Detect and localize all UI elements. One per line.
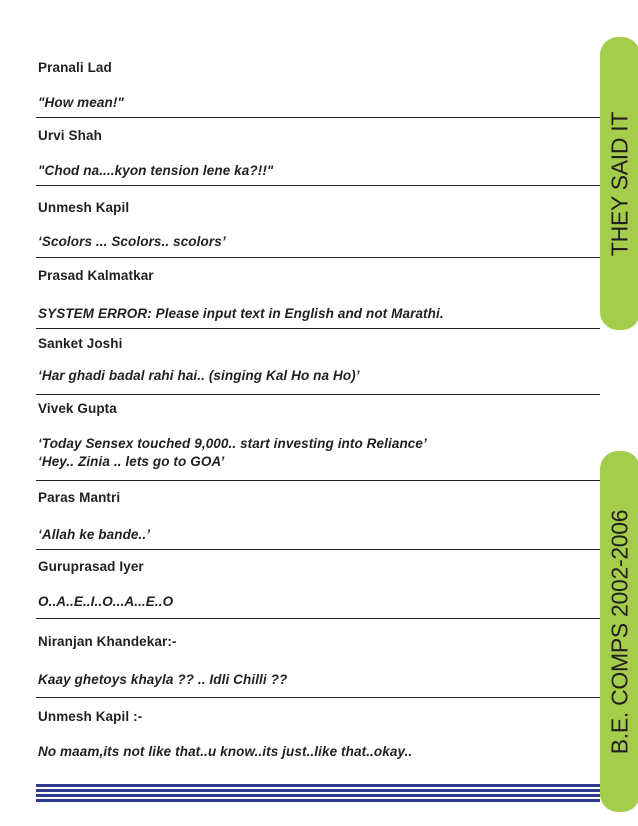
entry-name: Unmesh Kapil [38, 200, 130, 215]
entry-quote: No maam,its not like that..u know..its just..like that..okay.. [38, 744, 413, 759]
entry-divider [36, 117, 600, 118]
entry-divider [36, 697, 600, 698]
entry-quote: SYSTEM ERROR: Please input text in English and not Marathi. [38, 306, 444, 321]
entry-quote: "Chod na....kyon tension lene ka?!!" [38, 163, 274, 178]
entry-divider [36, 257, 600, 258]
entry-quote: "How mean!" [38, 95, 124, 110]
entry-name: Unmesh Kapil :- [38, 709, 143, 724]
side-tab-title: THEY SAID IT [606, 111, 633, 256]
entry-quote: ‘Allah ke bande..’ [38, 527, 151, 542]
entry-name: Niranjan Khandekar:- [38, 634, 177, 649]
entry-quote-line-2: ‘Hey.. Zinia .. lets go to GOA’ [38, 454, 225, 469]
entry-name: Paras Mantri [38, 490, 121, 505]
entry-name: Vivek Gupta [38, 401, 117, 416]
entry-name: Pranali Lad [38, 60, 112, 75]
entry-divider [36, 549, 600, 550]
entry-divider [36, 480, 600, 481]
entry-quote: ‘Har ghadi badal rahi hai.. (singing Kal Ho na Ho)’ [38, 368, 360, 383]
footer-band [36, 784, 600, 802]
entry-quote: O..A..E..I..O...A...E..O [38, 594, 174, 609]
entry-quote: ‘Today Sensex touched 9,000.. start investing into Reliance’ [38, 436, 427, 451]
entry-name: Sanket Joshi [38, 336, 123, 351]
side-tab-they-said-it [600, 37, 638, 330]
side-tab-batch [600, 451, 638, 812]
entry-divider [36, 328, 600, 329]
entry-name: Urvi Shah [38, 128, 102, 143]
entry-quote: Kaay ghetoys khayla ?? .. Idli Chilli ?? [38, 672, 288, 687]
entry-name: Guruprasad Iyer [38, 559, 144, 574]
entry-divider [36, 185, 600, 186]
entry-name: Prasad Kalmatkar [38, 268, 154, 283]
entry-quote: ‘Scolors ... Scolors.. scolors’ [38, 234, 226, 249]
entry-divider [36, 618, 600, 619]
side-tab-batch-title: B.E. COMPS 2002-2006 [606, 509, 633, 754]
entry-divider [36, 394, 600, 395]
